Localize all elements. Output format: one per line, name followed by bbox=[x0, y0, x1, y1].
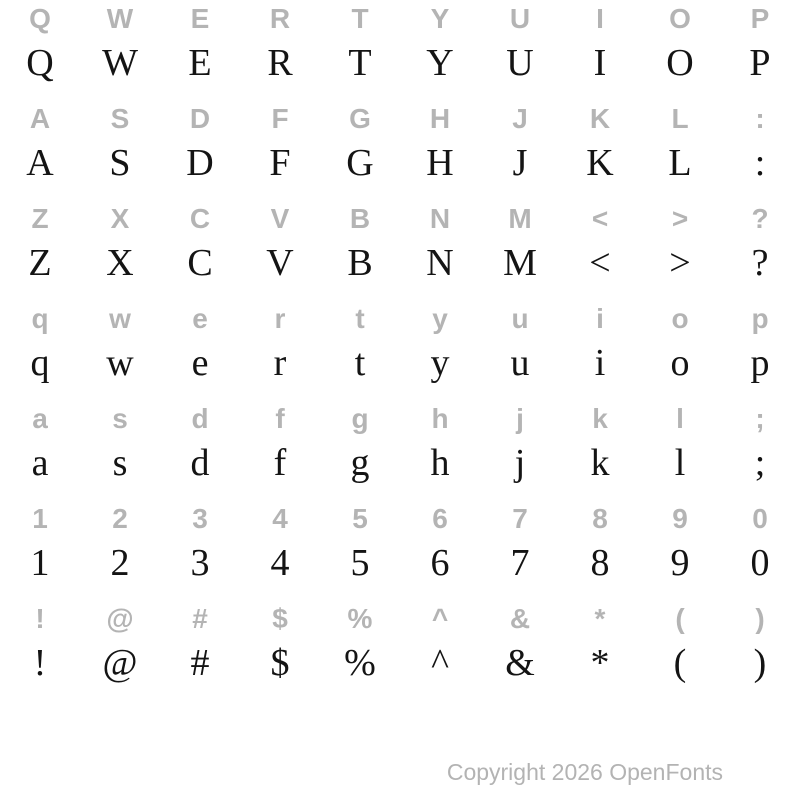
specimen-glyph: o bbox=[670, 342, 690, 384]
reference-glyph: * bbox=[594, 603, 606, 634]
reference-glyph: k bbox=[592, 403, 608, 434]
specimen-glyph: : bbox=[754, 142, 766, 184]
reference-glyph: u bbox=[511, 303, 529, 334]
specimen-glyph: 3 bbox=[190, 542, 210, 584]
glyph-pair-digits-row bbox=[0, 500, 800, 600]
reference-glyph: 0 bbox=[752, 503, 768, 534]
reference-glyph: C bbox=[189, 203, 211, 234]
reference-glyph: 7 bbox=[512, 503, 528, 534]
reference-glyph: p bbox=[751, 303, 769, 334]
reference-glyph: : bbox=[755, 103, 765, 134]
reference-glyph: Q bbox=[29, 3, 51, 34]
specimen-glyph: r bbox=[273, 342, 287, 384]
reference-glyph: r bbox=[274, 303, 286, 334]
specimen-glyph: 0 bbox=[750, 542, 770, 584]
specimen-glyph: p bbox=[750, 342, 770, 384]
specimen-row-uppercase-home-row bbox=[0, 138, 800, 188]
reference-glyph: I bbox=[596, 3, 604, 34]
reference-row-uppercase-bottom-row bbox=[0, 200, 800, 238]
reference-glyph: @ bbox=[106, 603, 134, 634]
specimen-glyph: y bbox=[430, 342, 450, 384]
reference-glyph: j bbox=[516, 403, 524, 434]
specimen-glyph: i bbox=[594, 342, 606, 384]
specimen-glyph: 9 bbox=[670, 542, 690, 584]
specimen-glyph: 4 bbox=[270, 542, 290, 584]
specimen-glyph: I bbox=[593, 42, 607, 84]
specimen-glyph: W bbox=[102, 42, 138, 84]
specimen-glyph: d bbox=[190, 442, 210, 484]
reference-row-symbols-row bbox=[0, 600, 800, 638]
reference-glyph: a bbox=[32, 403, 48, 434]
reference-glyph: % bbox=[347, 603, 373, 634]
specimen-row-lowercase-home-row bbox=[0, 438, 800, 488]
specimen-glyph: J bbox=[512, 142, 528, 184]
reference-glyph: d bbox=[191, 403, 209, 434]
specimen-glyph: 6 bbox=[430, 542, 450, 584]
reference-glyph: L bbox=[671, 103, 689, 134]
reference-glyph: o bbox=[671, 303, 689, 334]
specimen-glyph: O bbox=[666, 42, 694, 84]
reference-glyph: # bbox=[192, 603, 208, 634]
specimen-glyph: u bbox=[510, 342, 530, 384]
specimen-glyph: l bbox=[674, 442, 686, 484]
specimen-row-digits-row bbox=[0, 538, 800, 588]
reference-glyph: 5 bbox=[352, 503, 368, 534]
reference-glyph: ^ bbox=[431, 603, 449, 634]
glyph-pair-uppercase-bottom-row bbox=[0, 200, 800, 300]
specimen-glyph: h bbox=[430, 442, 450, 484]
reference-glyph: ! bbox=[35, 603, 45, 634]
specimen-glyph: ( bbox=[673, 642, 687, 684]
specimen-glyph: B bbox=[347, 242, 373, 284]
reference-glyph: $ bbox=[272, 603, 288, 634]
reference-glyph: y bbox=[432, 303, 448, 334]
reference-glyph: 4 bbox=[272, 503, 288, 534]
reference-glyph: G bbox=[349, 103, 371, 134]
specimen-glyph: U bbox=[506, 42, 534, 84]
specimen-glyph: 5 bbox=[350, 542, 370, 584]
reference-glyph: w bbox=[109, 303, 131, 334]
specimen-glyph: ; bbox=[754, 442, 766, 484]
reference-glyph: q bbox=[31, 303, 49, 334]
specimen-glyph: X bbox=[106, 242, 134, 284]
reference-glyph: U bbox=[509, 3, 531, 34]
reference-glyph: K bbox=[589, 103, 611, 134]
reference-glyph: 9 bbox=[672, 503, 688, 534]
reference-glyph: Y bbox=[430, 3, 450, 34]
reference-glyph: l bbox=[676, 403, 684, 434]
specimen-glyph: * bbox=[590, 642, 610, 684]
reference-glyph: g bbox=[351, 403, 369, 434]
specimen-glyph: f bbox=[273, 442, 287, 484]
reference-glyph: 2 bbox=[112, 503, 128, 534]
reference-row-uppercase-home-row bbox=[0, 100, 800, 138]
reference-glyph: N bbox=[429, 203, 451, 234]
glyph-pair-lowercase-top-row bbox=[0, 300, 800, 400]
specimen-glyph: E bbox=[188, 42, 212, 84]
reference-row-uppercase-top-row bbox=[0, 0, 800, 38]
reference-glyph: O bbox=[669, 3, 691, 34]
reference-glyph: Z bbox=[31, 203, 49, 234]
specimen-glyph: N bbox=[426, 242, 454, 284]
specimen-glyph: G bbox=[346, 142, 374, 184]
reference-glyph: 1 bbox=[32, 503, 48, 534]
copyright-text: Copyright 2026 OpenFonts bbox=[446, 759, 723, 785]
reference-glyph: 6 bbox=[432, 503, 448, 534]
specimen-glyph: M bbox=[503, 242, 537, 284]
reference-glyph: < bbox=[591, 203, 609, 234]
specimen-glyph: S bbox=[109, 142, 131, 184]
reference-glyph: h bbox=[431, 403, 449, 434]
specimen-glyph: ) bbox=[753, 642, 767, 684]
reference-glyph: 3 bbox=[192, 503, 208, 534]
reference-glyph: 8 bbox=[592, 503, 608, 534]
reference-glyph: t bbox=[355, 303, 365, 334]
specimen-glyph: a bbox=[31, 442, 49, 484]
glyph-pair-uppercase-top-row bbox=[0, 0, 800, 100]
specimen-glyph: D bbox=[186, 142, 214, 184]
reference-glyph: > bbox=[671, 203, 689, 234]
specimen-glyph: e bbox=[191, 342, 209, 384]
specimen-glyph: K bbox=[586, 142, 614, 184]
glyph-pair-symbols-row bbox=[0, 600, 800, 700]
specimen-glyph: H bbox=[426, 142, 454, 184]
specimen-glyph: 2 bbox=[110, 542, 130, 584]
specimen-glyph: 7 bbox=[510, 542, 530, 584]
specimen-glyph: V bbox=[266, 242, 294, 284]
specimen-glyph: s bbox=[112, 442, 128, 484]
specimen-glyph: $ bbox=[270, 642, 290, 684]
specimen-row-uppercase-top-row bbox=[0, 38, 800, 88]
reference-glyph: T bbox=[351, 3, 369, 34]
reference-glyph: E bbox=[190, 3, 210, 34]
specimen-row-uppercase-bottom-row bbox=[0, 238, 800, 288]
specimen-glyph: 8 bbox=[590, 542, 610, 584]
reference-glyph: S bbox=[110, 103, 130, 134]
reference-glyph: R bbox=[269, 3, 291, 34]
specimen-glyph: F bbox=[269, 142, 291, 184]
reference-glyph: J bbox=[512, 103, 528, 134]
reference-glyph: & bbox=[509, 603, 531, 634]
specimen-glyph: T bbox=[348, 42, 372, 84]
specimen-glyph: g bbox=[350, 442, 370, 484]
specimen-glyph: Z bbox=[28, 242, 52, 284]
reference-row-lowercase-top-row bbox=[0, 300, 800, 338]
reference-glyph: A bbox=[29, 103, 51, 134]
reference-glyph: M bbox=[508, 203, 532, 234]
specimen-glyph: % bbox=[344, 642, 376, 684]
reference-glyph: ? bbox=[751, 203, 769, 234]
specimen-glyph: ? bbox=[751, 242, 769, 284]
specimen-glyph: t bbox=[354, 342, 366, 384]
reference-glyph: H bbox=[429, 103, 451, 134]
reference-glyph: ( bbox=[675, 603, 685, 634]
reference-glyph: i bbox=[596, 303, 604, 334]
glyph-pair-uppercase-home-row bbox=[0, 100, 800, 200]
specimen-glyph: L bbox=[668, 142, 692, 184]
reference-glyph: e bbox=[192, 303, 208, 334]
specimen-glyph: ^ bbox=[431, 642, 449, 684]
reference-glyph: F bbox=[271, 103, 289, 134]
specimen-glyph: C bbox=[187, 242, 213, 284]
reference-glyph: W bbox=[106, 3, 134, 34]
specimen-glyph: Y bbox=[426, 42, 454, 84]
specimen-glyph: w bbox=[106, 342, 134, 384]
specimen-glyph: < bbox=[589, 242, 611, 284]
specimen-glyph: > bbox=[669, 242, 691, 284]
specimen-glyph: R bbox=[267, 42, 293, 84]
specimen-glyph: P bbox=[749, 42, 771, 84]
reference-glyph: s bbox=[112, 403, 128, 434]
specimen-row-symbols-row bbox=[0, 638, 800, 688]
specimen-glyph: A bbox=[26, 142, 54, 184]
reference-row-digits-row bbox=[0, 500, 800, 538]
specimen-glyph: @ bbox=[102, 642, 138, 684]
specimen-glyph: & bbox=[505, 642, 535, 684]
reference-glyph: V bbox=[270, 203, 290, 234]
specimen-glyph: Q bbox=[26, 42, 54, 84]
specimen-glyph: j bbox=[514, 442, 526, 484]
specimen-glyph: 1 bbox=[30, 542, 50, 584]
glyph-pair-lowercase-home-row bbox=[0, 400, 800, 500]
reference-glyph: B bbox=[349, 203, 371, 234]
specimen-glyph: # bbox=[190, 642, 210, 684]
reference-glyph: ; bbox=[755, 403, 765, 434]
reference-glyph: ) bbox=[755, 603, 765, 634]
reference-glyph: X bbox=[110, 203, 130, 234]
reference-glyph: D bbox=[189, 103, 211, 134]
specimen-glyph: ! bbox=[33, 642, 47, 684]
reference-row-lowercase-home-row bbox=[0, 400, 800, 438]
specimen-glyph: q bbox=[30, 342, 50, 384]
specimen-row-lowercase-top-row bbox=[0, 338, 800, 388]
reference-glyph: P bbox=[750, 3, 770, 34]
reference-glyph: f bbox=[275, 403, 285, 434]
specimen-glyph: k bbox=[590, 442, 610, 484]
